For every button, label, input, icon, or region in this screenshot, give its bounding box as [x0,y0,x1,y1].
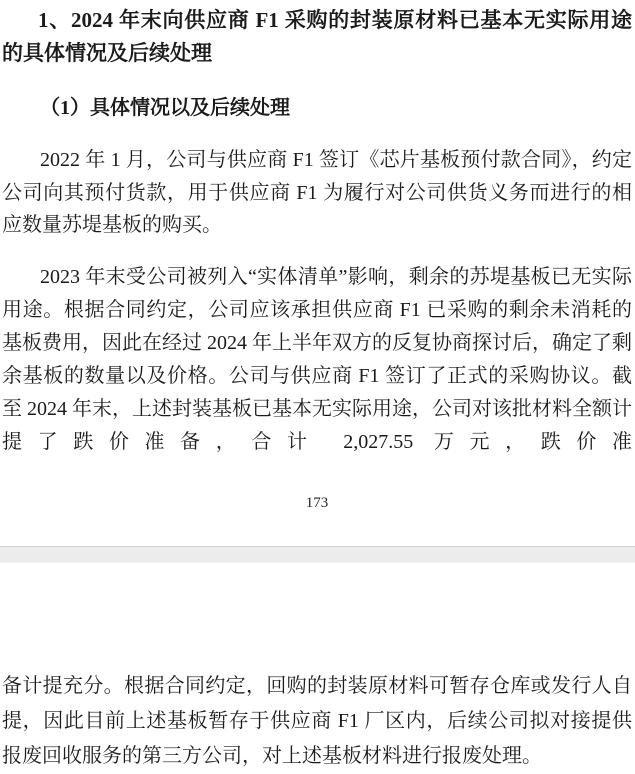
page-number: 173 [305,494,329,511]
document-page-2 [0,563,635,774]
page-break-separator [0,546,635,563]
section-heading: 1、2024 年末向供应商 F1 采购的封装原材料已基本无实际用途的具体情况及后续处理 [2,8,632,65]
subsection-heading: （1）具体情况以及后续处理 [40,97,290,119]
body-paragraph-2: 2023 年末受公司被列入“实体清单”影响，剩余的苏堤基板已无实际用途。根据合同约定，公司应该承担供应商 F1 已采购的剩余未消耗的基板费用，因此在经过 2024 年上半年双方的反复协商探讨后，确定了剩余基板的数量以及价格。公司与供应商 F1 签订了正式的采购协议。截至 2024 年末，上述封装基板已基本无实际用途，公司对该批材料全额计提了跌价准备，合计 2,027.55 万元，跌价准 [2,265,632,453]
continuation-paragraph: 备计提充分。根据合同约定，回购的封装原材料可暂存仓库或发行人自提，因此目前上述基板暂存于供应商 F1 厂区内，后续公司拟对接提供报废回收服务的第三方公司，对上述基板材料进行报废处理。 [2,675,632,767]
body-paragraph-1: 2022 年 1 月，公司与供应商 F1 签订《芯片基板预付款合同》，约定公司向其预付货款，用于供应商 F1 为履行对公司供货义务而进行的相应数量苏堤基板的购买。 [2,149,632,236]
